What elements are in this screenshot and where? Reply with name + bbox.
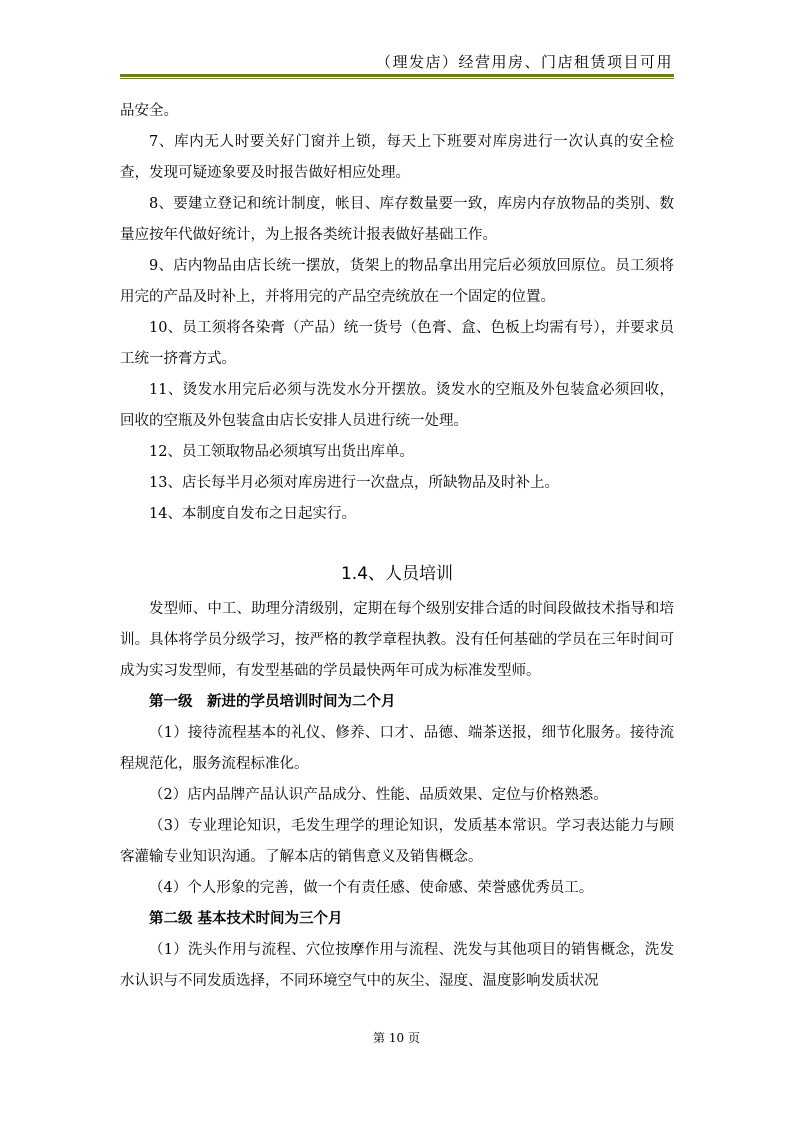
list-item: （4）个人形象的完善，做一个有责任感、使命感、荣誉感优秀员工。	[149, 880, 594, 896]
list-item: （1）接待流程基本的礼仪、修养、口才、品德、端茶送报，细节化服务。接待流程规范化，服务流程标准化。	[120, 725, 674, 772]
list-item: （3）专业理论知识，毛发生理学的理论知识，发质基本常识。学习表达能力与顾客灌输专业知识沟通。了解本店的销售意义及销售概念。	[120, 818, 674, 865]
level-heading: 第二级 基本技术时间为三个月	[149, 911, 343, 927]
list-item: （1）洗头作用与流程、穴位按摩作用与流程、洗发与其他项目的销售概念，洗发水认识与不同发质选择，不同环境空气中的灰尘、湿度、温度影响发质状况	[120, 942, 674, 989]
document-body	[120, 96, 674, 997]
header-rule-thin	[120, 78, 674, 79]
list-item: （2）店内品牌产品认识产品成分、性能、品质效果、定位与价格熟悉。	[149, 787, 608, 803]
paragraph: 7、库内无人时要关好门窗并上锁，每天上下班要对库房进行一次认真的安全检查，发现可疑迹象要及时报告做好相应处理。	[120, 134, 674, 181]
paragraph: 品安全。	[120, 103, 178, 119]
header-title: （理发店）经营用房、门店租赁项目可用	[375, 53, 673, 71]
paragraph: 9、店内物品由店长统一摆放，货架上的物品拿出用完后必须放回原位。员工须将用完的产品及时补上，并将用完的产品空壳统放在一个固定的位置。	[120, 258, 674, 305]
paragraph: 11、烫发水用完后必须与洗发水分开摆放。烫发水的空瓶及外包装盒必须回收，回收的空瓶及外包装盒由店长安排人员进行统一处理。	[120, 382, 674, 429]
paragraph: 13、店长每半月必须对库房进行一次盘点，所缺物品及时补上。	[149, 475, 559, 491]
paragraph: 8、要建立登记和统计制度，帐目、库存数量要一致，库房内存放物品的类别、数量应按年代做好统计，为上报各类统计报表做好基础工作。	[120, 196, 674, 243]
paragraph: 14、本制度自发布之日起实行。	[149, 506, 356, 522]
level-heading: 第一级 新进的学员培训时间为二个月	[149, 694, 396, 710]
page-number: 第 10 页	[373, 1031, 420, 1045]
paragraph: 10、员工须将各染膏（产品）统一货号（色膏、盒、色板上均需有号），并要求员工统一挤膏方式。	[120, 320, 674, 367]
paragraph: 12、员工领取物品必须填写出货出库单。	[149, 444, 414, 460]
section-title: 1.4、人员培训	[340, 564, 454, 584]
paragraph: 发型师、中工、助理分清级别，定期在每个级别安排合适的时间段做技术指导和培训。具体将学员分级学习，按严格的教学章程执教。没有任何基础的学员在三年时间可成为实习发型师，有发型基础的学员最快两年可成为标准发型师。	[120, 601, 674, 679]
header-rule	[120, 74, 674, 77]
